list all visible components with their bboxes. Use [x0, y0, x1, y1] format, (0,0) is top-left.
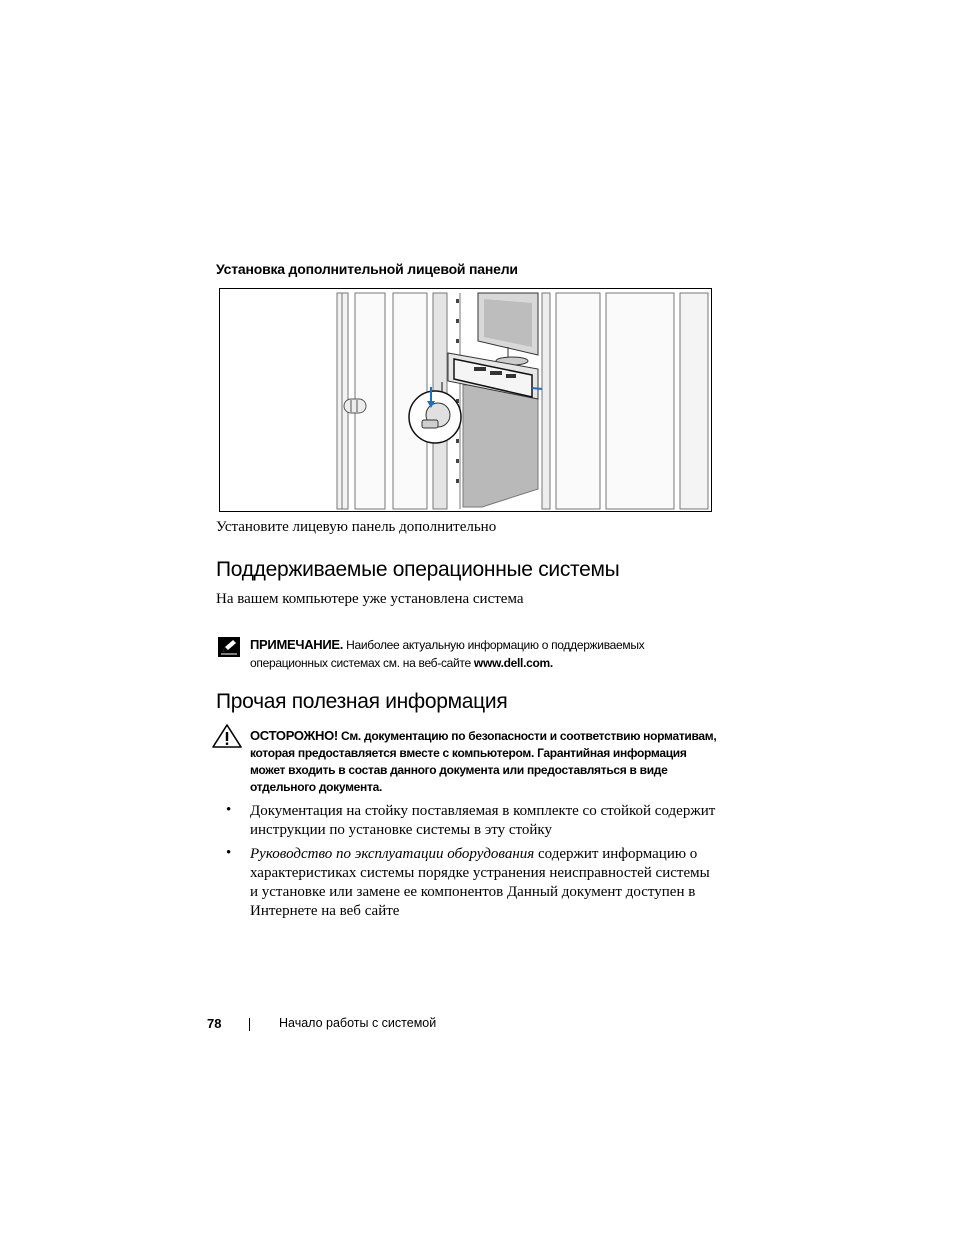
section-heading-info: Прочая полезная информация — [216, 690, 508, 713]
manual-title: Руководство по эксплуатации оборудования — [250, 846, 535, 862]
note-block — [250, 636, 720, 672]
note-pencil-icon — [218, 637, 240, 657]
note-text-line2: операционных системах см. на веб-сайте — [250, 656, 471, 670]
os-paragraph: На вашем компьютере уже установлена система — [216, 591, 524, 607]
caution-text: См. документацию по безопасности и соответствию нормативам, которая предоставляется вместе с компьютером. Гарантийная информация может входить в состав данного документа или предоставляться в виде отдельного документа. — [250, 729, 717, 794]
rack-illustration — [220, 289, 711, 511]
list-item-text: содержит информацию о характеристиках системы порядке устранения неисправностей системы и установке или замене ее компонентов Данный документ доступен в Интернете на веб сайте — [250, 846, 710, 919]
figure-heading: Установка дополнительной лицевой панели — [216, 261, 518, 277]
page-number: 78 — [207, 1016, 222, 1031]
list-item: Документация на стойку поставляемая в комплекте со стойкой содержит инструкции по установке системы в эту стойку — [250, 803, 716, 838]
bezel-installation-figure — [219, 288, 712, 512]
note-label: ПРИМЕЧАНИЕ. — [250, 637, 344, 652]
footer-divider — [249, 1018, 250, 1031]
footer-title: Начало работы с системой — [279, 1016, 437, 1030]
list-item — [250, 845, 720, 921]
caution-block — [250, 727, 720, 796]
bullet-marker: • — [226, 802, 232, 818]
caution-label: ОСТОРОЖНО! — [250, 728, 338, 743]
dell-website-link[interactable]: www.dell.com. — [473, 656, 553, 670]
warning-triangle-icon — [212, 724, 242, 748]
bullet-marker: • — [226, 845, 232, 861]
figure-caption: Установите лицевую панель дополнительно — [216, 519, 497, 535]
section-heading-os: Поддерживаемые операционные системы — [216, 558, 620, 581]
note-text-line1: Наиболее актуальную информацию о поддерживаемых — [346, 638, 645, 652]
